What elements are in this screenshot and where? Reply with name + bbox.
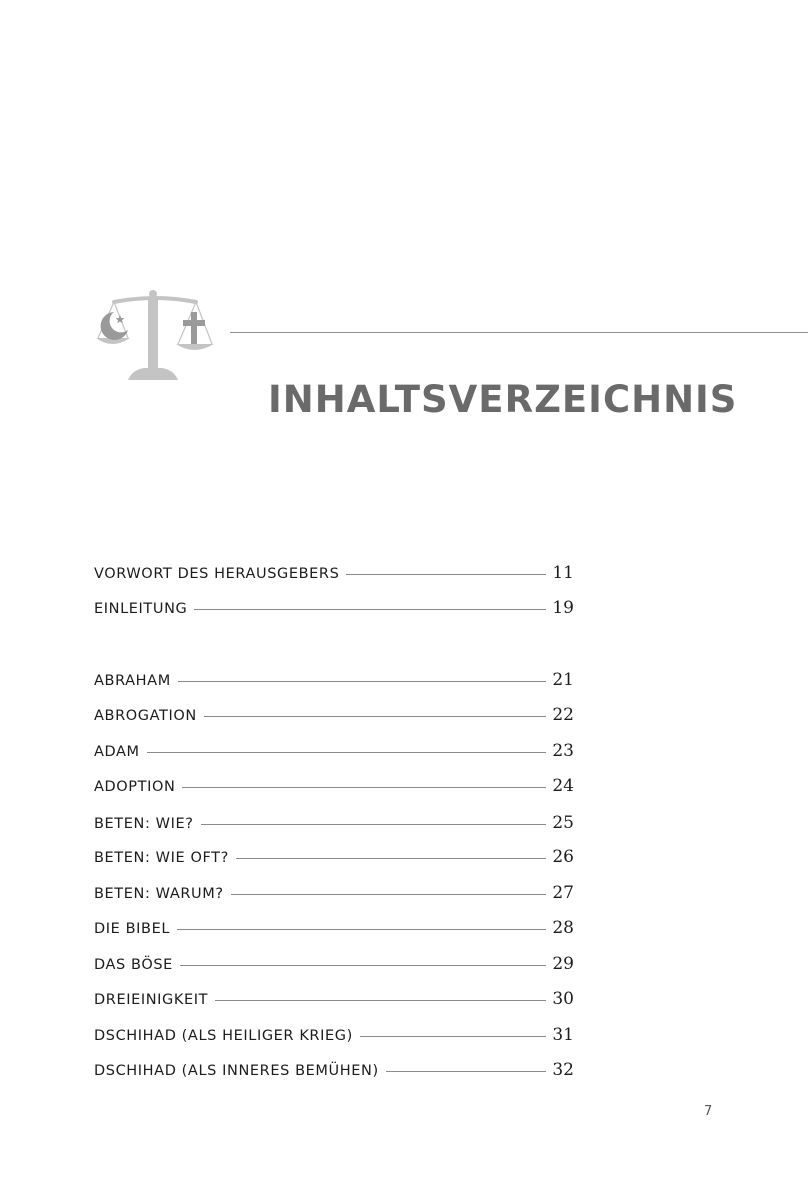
toc-leader-line [201,824,546,825]
toc-leader-line [231,894,546,895]
toc-entry[interactable] [94,916,574,938]
toc-entry-page: 23 [552,741,574,761]
toc-entry-page: 25 [552,813,574,833]
toc-entry-page: 31 [552,1025,574,1045]
toc-leader-line [236,858,546,859]
toc-entry[interactable] [94,811,574,833]
toc-entry-title: DSCHIHAD (ALS HEILIGER KRIEG) [94,1028,353,1044]
page-title: INHALTSVERZEICHNIS [268,378,738,421]
toc-entry-page: 28 [552,918,574,938]
toc-entry[interactable] [94,952,574,974]
toc-entry-title: ABRAHAM [94,673,171,689]
toc-entry-page: 24 [552,776,574,796]
scales-crescent-cross-icon [92,284,218,384]
toc-entry[interactable] [94,596,574,618]
toc-entry-title: ADAM [94,744,140,760]
toc-entry-page: 11 [552,563,574,583]
toc-entry-title: BETEN: WIE? [94,816,194,832]
toc-entry[interactable] [94,668,574,690]
page-number: 7 [704,1104,713,1119]
toc-leader-line [386,1071,546,1072]
toc-entry[interactable] [94,881,574,903]
toc-leader-line [177,929,546,930]
toc-entry-title: DIE BIBEL [94,921,171,937]
toc-entry-page: 21 [552,670,574,690]
toc-entry-title: ADOPTION [94,779,176,795]
toc-entry-title: DSCHIHAD (ALS INNERES BEMÜHEN) [94,1063,379,1079]
toc-leader-line [180,965,546,966]
toc-entry[interactable] [94,561,574,583]
toc-leader-line [147,752,546,753]
toc-entry-page: 22 [552,705,574,725]
toc-entry-title: ABROGATION [94,708,197,724]
toc-entry[interactable] [94,774,574,796]
toc-entry-page: 27 [552,883,574,903]
toc-entry-page: 26 [552,847,574,867]
toc-entry-page: 32 [552,1060,574,1080]
toc-entry-title: EINLEITUNG [94,601,188,617]
toc-entry[interactable] [94,987,574,1009]
toc-entry[interactable] [94,703,574,725]
toc-entry-title: BETEN: WIE OFT? [94,850,229,866]
toc-entry[interactable] [94,1023,574,1045]
toc-entry-title: DREIEINIGKEIT [94,992,209,1008]
toc-entry-page: 30 [552,989,574,1009]
toc-entry[interactable] [94,1058,574,1080]
toc-leader-line [182,787,546,788]
toc-entry-title: VORWORT DES HERAUSGEBERS [94,566,340,582]
toc-entry-page: 29 [552,954,574,974]
header-rule [230,332,808,333]
toc-leader-line [194,609,546,610]
toc-entry-title: DAS BÖSE [94,957,173,973]
toc-leader-line [360,1036,546,1037]
toc-entry-page: 19 [552,598,574,618]
toc-entry-title: BETEN: WARUM? [94,886,224,902]
toc-entry[interactable] [94,845,574,867]
toc-leader-line [204,716,546,717]
toc-leader-line [178,681,546,682]
toc-entry[interactable] [94,739,574,761]
toc-leader-line [215,1000,546,1001]
toc-leader-line [346,574,546,575]
